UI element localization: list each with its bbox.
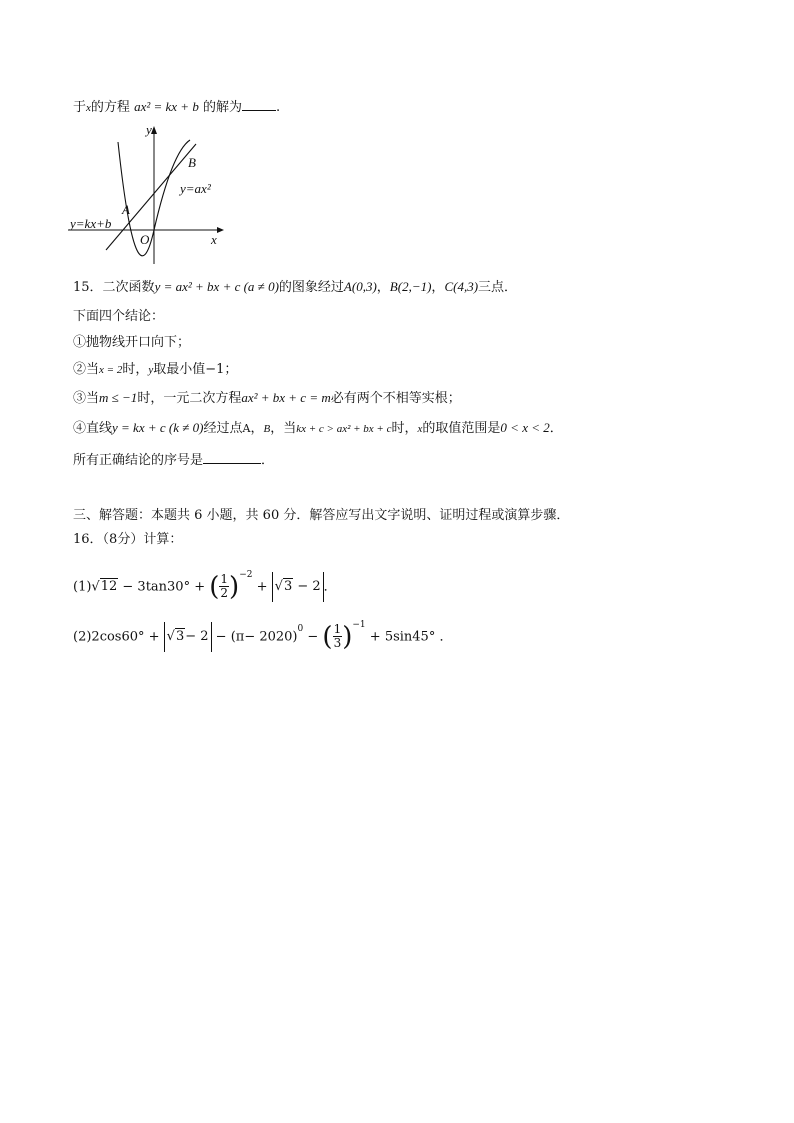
q15-c2-a: ②当 — [73, 362, 100, 377]
q16-p2-fraction — [333, 623, 343, 650]
q15-ask: 所有正确结论的序号是 — [73, 453, 204, 468]
q16-p2-mid: − (π− 2020) — [211, 629, 298, 645]
q16-p2-abs-sqrt-icon: √ — [166, 629, 175, 645]
q15-c4-e: 的取值范围是 — [422, 421, 501, 436]
q16-p1-abs-sqrt: 3 — [283, 579, 293, 595]
q16-p1-label: (1) — [73, 579, 92, 595]
q15-sep1: ， — [376, 280, 390, 295]
q15-ask-end: ． — [261, 453, 275, 468]
left-paren-icon: ( — [322, 621, 333, 652]
q15-c3-a: ③当 — [73, 391, 100, 406]
q14-var-x: x — [86, 102, 91, 114]
q14-end: . — [275, 100, 281, 115]
q16-p2-frac-num: 1 — [333, 622, 342, 637]
q15-c4-sep: ， — [250, 421, 264, 436]
q16-p2-abs-sqrt: 3 — [175, 629, 185, 645]
q16-p1-abs-rest: − 2 — [293, 579, 321, 595]
q15-c2-y: y — [148, 364, 154, 376]
q16-p1-end: ． — [323, 579, 337, 595]
q16-p2-abs-rest: − 2 — [185, 629, 209, 645]
q16-p1-sqrt-icon: √ — [91, 579, 100, 595]
section-3-heading: 三、解答题：本题共 6 小题，共 60 分．解答应写出文字说明、证明过程或演算步骤． — [73, 508, 570, 523]
x-axis-arrow-icon — [217, 227, 224, 233]
q15-c4-point-a: A — [242, 422, 251, 435]
right-paren-icon: ) — [342, 621, 353, 652]
q16-p1-frac-den: 2 — [220, 586, 229, 601]
q15-function: y = ax² + bx + c (a ≠ 0) — [154, 279, 279, 294]
q15-c4-inequality: kx + c > ax² + bx + c — [296, 423, 392, 435]
q15-point-c: C(4,3) — [444, 279, 479, 294]
q16-p2-start: 2cos60° + — [91, 629, 164, 645]
q14-equation: ax² = kx + b — [134, 99, 199, 114]
x-axis-label: x — [211, 232, 217, 247]
q15-c4-end: ． — [549, 421, 563, 436]
q15-c4-line: y = kx + c (k ≠ 0) — [112, 420, 204, 435]
q16-p1-minus: − 3tan30° + — [118, 579, 210, 595]
left-paren-icon: ( — [209, 571, 220, 602]
q15-point-b: B(2,−1) — [389, 279, 432, 294]
q14-text-a: 于 — [73, 100, 87, 115]
q15-c4-d: 时， — [391, 421, 418, 436]
q15-c3-b: 时，一元二次方程 — [137, 391, 242, 406]
q16-part-2 — [73, 618, 452, 652]
q15-number: 15． — [73, 280, 103, 295]
origin-label: O — [140, 232, 150, 247]
q15-c4-x: x — [417, 423, 423, 435]
q14-tail-line — [73, 98, 280, 117]
q15-point-a: A(0,3) — [343, 279, 377, 294]
q16-p2-exp: −1 — [352, 620, 366, 630]
q15-c4-range: 0 < x < 2 — [500, 420, 550, 435]
point-b-label: B — [188, 155, 196, 170]
q15-c4-b: 经过点 — [203, 421, 243, 436]
q16-p1-abs-sqrt-icon: √ — [274, 579, 283, 595]
q15-conclusion-1: ①抛物线开口向下； — [73, 335, 191, 350]
q14-text-b: 的方程 — [90, 100, 130, 115]
y-axis-label: y — [146, 122, 152, 137]
q16-p2-minus: − — [303, 629, 323, 645]
q15-c2-c: 取最小值−1； — [153, 362, 238, 377]
q15-c3-math: m ≤ −1 — [99, 390, 138, 405]
q15-c3-eq: ax² + bx + c = m — [241, 390, 331, 405]
q15-tail: 三点． — [478, 280, 518, 295]
q16-p2-end: + 5sin45° ． — [365, 629, 453, 645]
q16-p1-plus: + — [252, 579, 272, 595]
q15-c2-math: x = 2 — [99, 364, 123, 376]
q16-p2-abs — [164, 622, 212, 652]
q15-sep2: ， — [431, 280, 445, 295]
parabola-line-graph — [68, 122, 228, 264]
q15-c3-c: 必有两个不相等实根； — [330, 391, 461, 406]
q16-p1-exp: −2 — [239, 570, 253, 580]
y-axis-arrow-icon — [151, 126, 157, 134]
q16-header: 16．（8分）计算： — [73, 532, 183, 547]
right-paren-icon: ) — [229, 571, 240, 602]
q15-c4-c: ，当 — [270, 421, 297, 436]
q15-conclusion-2 — [73, 361, 237, 379]
q16-p1-sqrt: 12 — [100, 579, 118, 595]
q15-ask-line — [73, 451, 274, 470]
q15-answer-blank[interactable] — [203, 451, 261, 464]
q16-p2-exp0: 0 — [297, 624, 304, 634]
q15-intro: 二次函数 — [102, 280, 155, 295]
q16-p1-frac-num: 1 — [220, 572, 229, 587]
q15-c4-point-b: B — [263, 423, 271, 435]
line-label: y=kx+b — [70, 216, 112, 231]
q14-answer-blank[interactable] — [242, 98, 276, 111]
q15-c4-a: ④直线 — [73, 421, 113, 436]
q16-p2-frac-den: 3 — [333, 636, 342, 651]
q14-text-c: 的解为 — [202, 100, 242, 115]
q15-conclusion-3 — [73, 389, 461, 408]
point-a-label: A — [122, 202, 130, 217]
parabola-label: y=ax² — [180, 181, 211, 196]
q15-mid: 的图象经过 — [278, 280, 344, 295]
q16-part-1 — [73, 568, 337, 602]
q16-p2-label: (2) — [73, 629, 92, 645]
q15-conclusion-4 — [73, 419, 563, 438]
q15-conclusions-intro: 下面四个结论： — [73, 309, 165, 324]
q15-stem — [73, 278, 517, 297]
q16-p1-fraction — [219, 573, 229, 600]
q16-p1-abs — [272, 572, 324, 602]
q15-c2-b: 时， — [122, 362, 149, 377]
